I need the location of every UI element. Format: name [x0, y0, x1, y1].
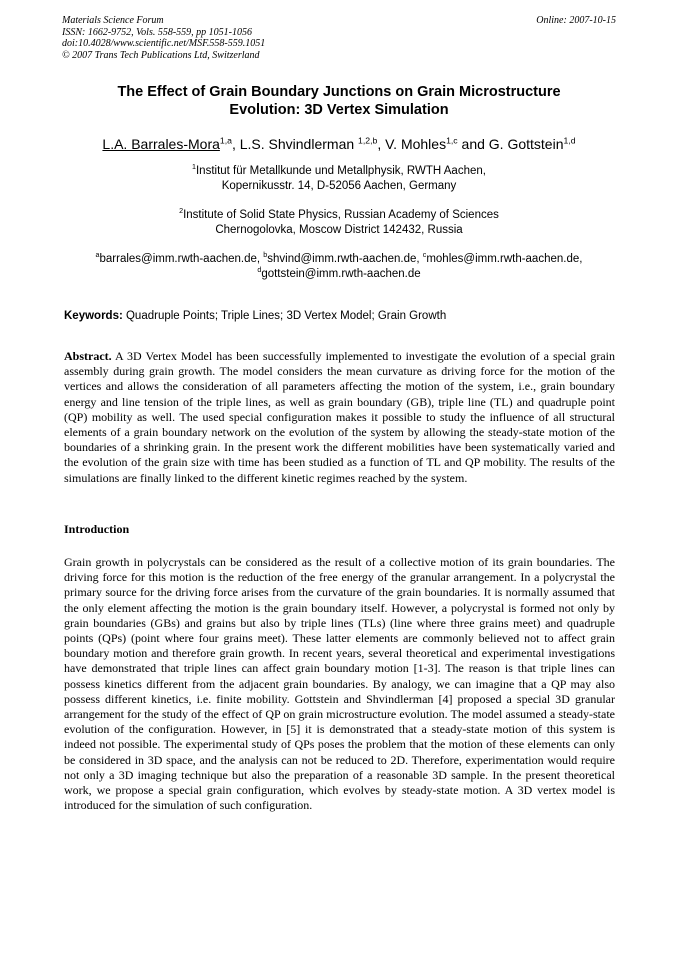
abstract	[64, 349, 615, 486]
author-3-sup: 1,c	[446, 135, 458, 146]
author-2: , L.S. Shvindlerman	[231, 136, 359, 152]
title-line-2: Evolution: 3D Vertex Simulation	[229, 102, 449, 118]
email-a-sup: a	[95, 251, 100, 260]
author-list	[62, 134, 616, 154]
abstract-text: A 3D Vertex Model has been successfully implemented to investigate the evolution of a special grain assembly during grain growth. The model considers the mean curvature as driving force for the motion of the vertices and allows the consideration of all parameters affecting the motion of the system, i.e., grain boundary energy and line tension of the triple lines, as well as grain boundary (GB), triple line (TL) and quadruple point (QP) mobility as well. The used special configuration makes it possible to study the influence of all structural elements of a grain boundary network on the evolution of the system by allowing the steady-state motion of the boundaries of a shrinking grain. In the present work the different mobilities have been systematically varied and the evolution of the grain size with time has been studied as a function of TL and QP mobility. The results of the simulations are finally linked to the different kinetic regimes reached by the system.	[64, 349, 615, 485]
keywords	[64, 309, 618, 324]
email-d-sup: d	[257, 266, 262, 275]
abstract-label: Abstract.	[64, 349, 112, 363]
keywords-text: Quadruple Points; Triple Lines; 3D Vertex Model; Grain Growth	[122, 310, 447, 322]
copyright-line: © 2007 Trans Tech Publications Ltd, Switzerland	[62, 49, 260, 61]
journal-name: Materials Science Forum	[62, 15, 164, 26]
keywords-label: Keywords:	[64, 310, 123, 322]
paper-title	[62, 83, 616, 119]
author-1-sup: 1,a	[219, 135, 232, 146]
introduction-heading: Introduction	[64, 522, 130, 536]
affiliation-2	[62, 208, 616, 238]
author-1: L.A. Barrales-Mora	[102, 136, 220, 152]
email-c[interactable]: mohles@imm.rwth-aachen.de,	[426, 253, 583, 265]
affiliation-1	[62, 164, 616, 194]
email-b-sup: b	[263, 251, 268, 260]
title-line-1: The Effect of Grain Boundary Junctions on Grain Microstructure	[117, 84, 561, 100]
issn-line: ISSN: 1662-9752, Vols. 558-559, pp 1051-1056	[62, 26, 252, 38]
email-b[interactable]: shvind@imm.rwth-aachen.de,	[267, 253, 423, 265]
author-2-sup: 1,2,b	[358, 135, 378, 146]
online-date: Online: 2007-10-15	[536, 15, 616, 26]
email-a[interactable]: barrales@imm.rwth-aachen.de,	[99, 253, 264, 265]
author-4: and G. Gottstein	[457, 136, 564, 152]
author-3: , V. Mohles	[377, 136, 447, 152]
email-c-sup: c	[422, 251, 427, 260]
affiliation-1-line-1: Institut für Metallkunde und Metallphysik, RWTH Aachen,	[195, 165, 486, 177]
email-d[interactable]: gottstein@imm.rwth-aachen.de	[261, 268, 421, 280]
affiliation-1-line-2: Kopernikusstr. 14, D-52056 Aachen, Germany	[221, 180, 457, 192]
journal-header	[62, 15, 616, 61]
doi-line: doi:10.4028/www.scientific.net/MSF.558-559.1051	[62, 38, 266, 49]
affiliation-2-line-1: Institute of Solid State Physics, Russian Academy of Sciences	[183, 209, 499, 221]
affiliation-1-sup: 1	[192, 163, 196, 172]
email-list	[62, 252, 616, 282]
affiliation-2-line-2: Chernogolovka, Moscow District 142432, Russia	[215, 224, 463, 236]
introduction-paragraph: Grain growth in polycrystals can be considered as the result of a collective motion of its grain boundaries. The driving force for this motion is the reduction of the free energy of the granular arrangement. In a polycrystal the primary source for the driving force arises from the curvature of the grain boundaries. It is normally assumed that the only element affecting the motion is the grain boundary itself. However, a polycrystal is formed not only by grain boundaries (GBs) and grains but also by triple lines (TLs) (line where three grains meet) and quadruple points (QPs) (point where four grains meet). These latter elements are commonly believed not to affect grain boundary motion and therefore grain growth. In recent years, several theoretical and experimental investigations have demonstrated that triple lines can affect grain boundary motion [1-3]. The reason is that triple lines can possess kinetics different from the adjacent grain boundaries. By analogy, we can imagine that a QP may also possess different kinetics, i.e. finite mobility. Gottstein and Shvindlerman [4] proposed a special 3D granular arrangement for the study of the effect of QP on grain microstructure evolution. The model assumed a steady-state evolution of the configuration. However, in [5] it is demonstrated that a steady-state motion of this system is indeed not possible. The experimental study of QPs poses the problem that the motion of these elements can only be considered in 3D space, and the analysis can not be reduced to 2D. Therefore, experimentation would require not only a 3D imaging technique but also the preparation of a reasonable 3D sample. In the present theoretical work, we propose a special grain configuration, which evolves by steady-state motion. A 3D vertex model is introduced for the simulation of such configuration.	[64, 555, 615, 813]
author-4-sup: 1,d	[563, 135, 576, 146]
affiliation-2-sup: 2	[179, 207, 184, 216]
